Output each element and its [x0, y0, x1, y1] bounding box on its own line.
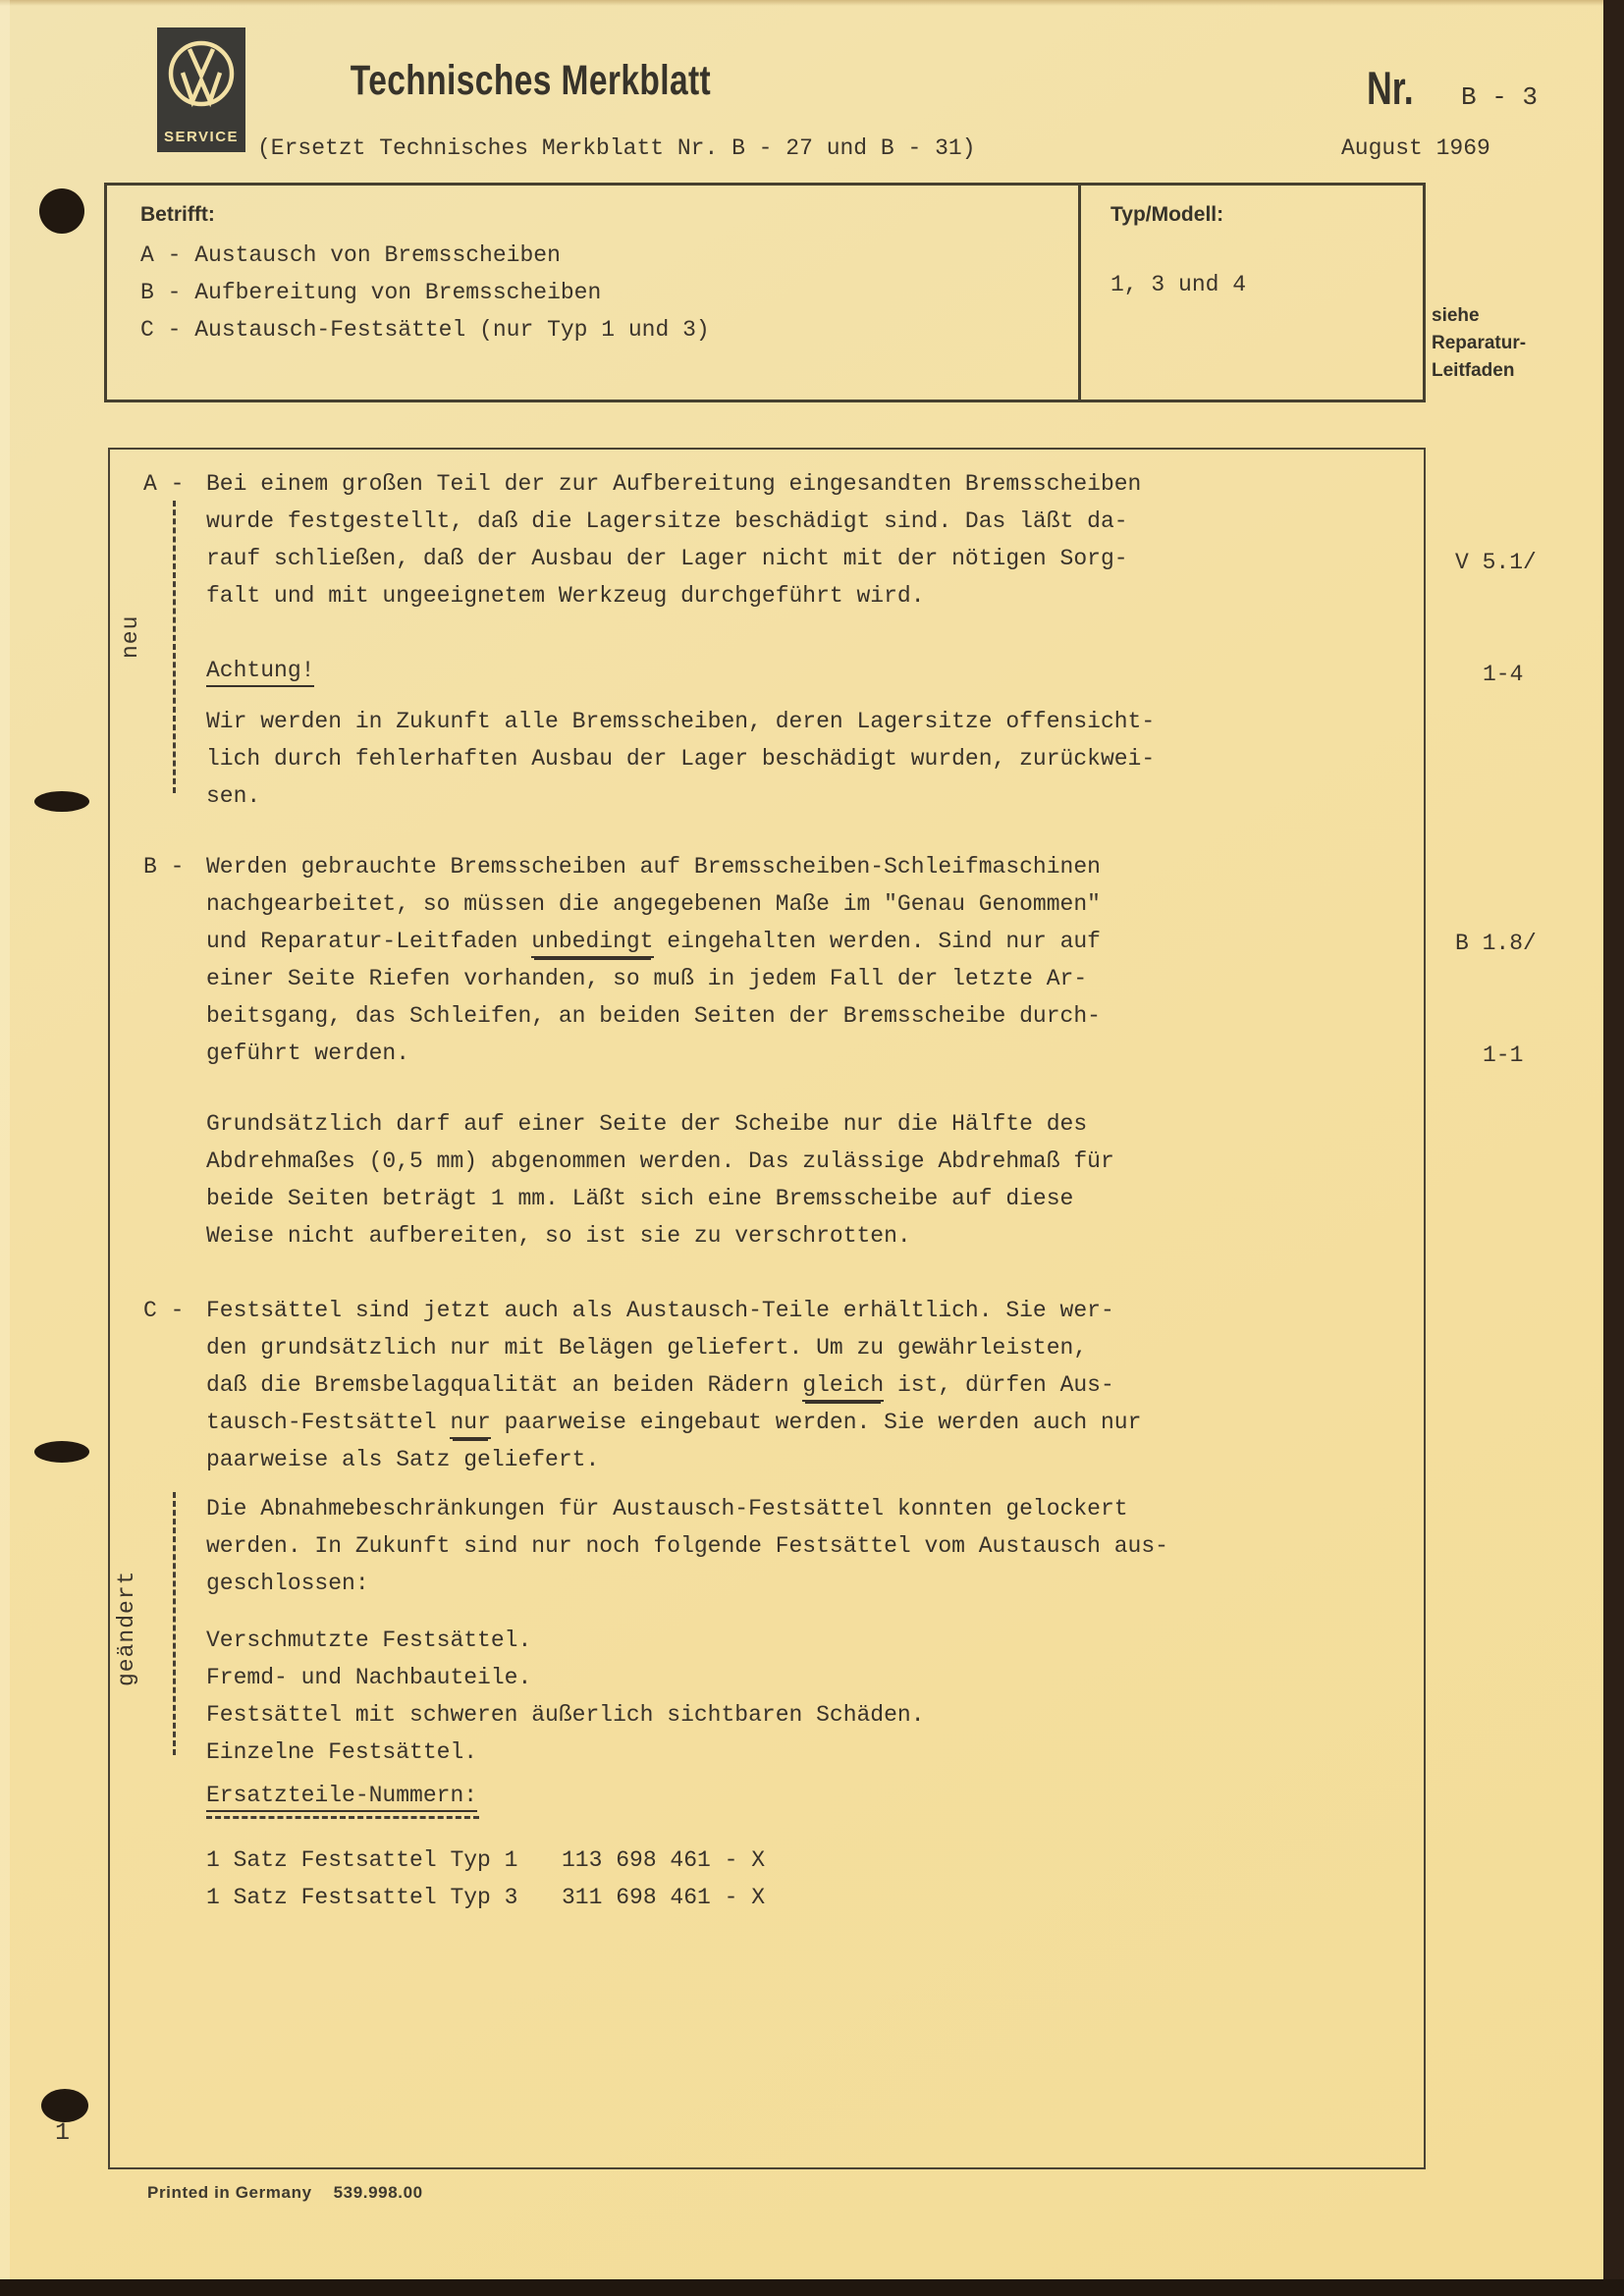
text-segment: geführt werden.: [206, 1041, 410, 1066]
text-block-c_para1: [143, 1292, 1141, 1478]
part-number: 311 698 461 - X: [562, 1885, 766, 1910]
document-date: August 1969: [1341, 135, 1490, 161]
text-segment: Einzelne Festsättel.: [206, 1739, 478, 1765]
text-line: [206, 1404, 1141, 1441]
reference-note: V 5.1/ 1-4: [1455, 550, 1537, 687]
text-segment: eingehalten werden. Sind nur auf: [653, 929, 1101, 954]
number-label: Nr.: [1367, 62, 1414, 114]
text-segment: Die Abnahmebeschränkungen für Austausch-Festsättel konnten gelockert: [206, 1496, 1128, 1522]
service-label: SERVICE: [163, 129, 240, 145]
text-block-a_para1: [143, 465, 1141, 614]
text-segment: paarweise eingebaut werden. Sie werden auch nur: [490, 1410, 1142, 1435]
heading-dashed-underline: [206, 1816, 479, 1819]
info-box-divider: [1078, 186, 1081, 400]
scan-edge-right: [1603, 0, 1624, 2296]
text-line: [206, 703, 1155, 740]
text-segment: Festsättel mit schweren äußerlich sichtbaren Schäden.: [206, 1702, 925, 1728]
text-segment: rauf schließen, daß der Ausbau der Lager nicht mit der nötigen Sorg-: [206, 546, 1128, 571]
text-line: [206, 1490, 1168, 1527]
typ-modell-label: Typ/Modell:: [1110, 203, 1224, 226]
text-line: [206, 740, 1155, 777]
text-segment: Abdrehmaßes (0,5 mm) abgenommen werden. Das zulässige Abdrehmaß für: [206, 1148, 1114, 1174]
change-marker-label-neu: neu: [118, 614, 143, 660]
text-segment: Verschmutzte Festsättel.: [206, 1628, 532, 1653]
emphasized-text: gleich: [802, 1372, 884, 1402]
text-line: [206, 1527, 1168, 1565]
text-line: [206, 1622, 925, 1659]
text-block-parts_head: [143, 1777, 477, 1814]
text-segment: Wir werden in Zukunft alle Bremsscheiben, deren Lagersitze offensicht-: [206, 709, 1156, 734]
text-segment: werden. In Zukunft sind nur noch folgende Festsättel vom Austausch aus-: [206, 1533, 1168, 1559]
text-line: [206, 1441, 1141, 1478]
document-title: Technisches Merkblatt: [350, 57, 711, 104]
text-line: [206, 1105, 1114, 1143]
text-block-b_para2: [143, 1105, 1114, 1255]
emphasized-text: Achtung!: [206, 658, 314, 687]
text-segment: geschlossen:: [206, 1571, 369, 1596]
text-line: [206, 1217, 1114, 1255]
punch-hole: [34, 1441, 89, 1463]
vw-service-logo: [157, 27, 245, 152]
text-segment: beide Seiten beträgt 1 mm. Läßt sich eine Bremsscheibe auf diese: [206, 1186, 1074, 1211]
section-label: A -: [143, 471, 185, 497]
emphasized-text: Ersatzteile-Nummern:: [206, 1783, 477, 1812]
betrifft-item: A - Austausch von Bremsscheiben: [140, 242, 561, 268]
text-line: [206, 1366, 1141, 1404]
subject-info-box: [104, 183, 1426, 402]
text-line: [206, 848, 1101, 885]
text-segment: beitsgang, das Schleifen, an beiden Seiten der Bremsscheibe durch-: [206, 1003, 1101, 1029]
print-note: [147, 2183, 423, 2203]
parts-row: [206, 1842, 765, 1879]
text-line: [206, 923, 1101, 960]
text-line: [206, 1180, 1114, 1217]
text-segment: Bei einem großen Teil der zur Aufbereitung eingesandten Bremsscheiben: [206, 471, 1142, 497]
text-segment: daß die Bremsbelagqualität an beiden Rädern: [206, 1372, 803, 1398]
text-segment: ist, dürfen Aus-: [884, 1372, 1114, 1398]
section-label: C -: [143, 1298, 185, 1323]
text-segment: Festsättel sind jetzt auch als Austausch-Teile erhältlich. Sie wer-: [206, 1298, 1114, 1323]
change-marker-label-geaendert: geändert: [114, 1570, 139, 1687]
text-block-b_para1: [143, 848, 1101, 1072]
text-line: [206, 1777, 477, 1814]
emphasized-text: nur: [450, 1410, 490, 1439]
text-segment: nachgearbeitet, so müssen die angegebenen Maße im "Genau Genommen": [206, 891, 1101, 917]
text-segment: Grundsätzlich darf auf einer Seite der Scheibe nur die Hälfte des: [206, 1111, 1088, 1137]
text-line: [206, 1659, 925, 1696]
scan-edge-left: [0, 0, 10, 2296]
punch-hole: [39, 188, 84, 234]
part-name: 1 Satz Festsattel Typ 1: [206, 1847, 518, 1873]
typ-modell-value: 1, 3 und 4: [1110, 272, 1247, 297]
text-block-a_head: [143, 652, 314, 689]
text-line: [206, 777, 1155, 815]
parts-table: [206, 1842, 765, 1916]
punch-hole: [41, 2089, 88, 2122]
part-name: 1 Satz Festsattel Typ 3: [206, 1885, 518, 1910]
part-number: 113 698 461 - X: [562, 1847, 766, 1873]
text-block-a_para2: [143, 703, 1155, 815]
punch-hole: [34, 791, 89, 812]
text-segment: falt und mit ungeeignetem Werkzeug durchgeführt wird.: [206, 583, 925, 609]
text-line: [206, 1035, 1101, 1072]
text-segment: tausch-Festsättel: [206, 1410, 451, 1435]
text-segment: sen.: [206, 783, 261, 809]
text-segment: Werden gebrauchte Bremsscheiben auf Bremsscheiben-Schleifmaschinen: [206, 854, 1101, 880]
text-segment: wurde festgestellt, daß die Lagersitze beschädigt sind. Das läßt da-: [206, 508, 1128, 534]
text-line: [206, 1565, 1168, 1602]
text-segment: und Reparatur-Leitfaden: [206, 929, 532, 954]
text-segment: paarweise als Satz geliefert.: [206, 1447, 600, 1472]
text-line: [206, 1143, 1114, 1180]
parts-row: [206, 1879, 765, 1916]
text-line: [206, 1292, 1141, 1329]
text-line: [206, 540, 1141, 577]
text-segment: einer Seite Riefen vorhanden, so muß in jedem Fall der letzte Ar-: [206, 966, 1088, 991]
text-line: [206, 465, 1141, 503]
betrifft-item: C - Austausch-Festsättel (nur Typ 1 und 3): [140, 317, 710, 343]
text-line: [206, 503, 1141, 540]
document-subtitle: (Ersetzt Technisches Merkblatt Nr. B - 27 und B - 31): [257, 135, 976, 161]
text-segment: den grundsätzlich nur mit Belägen geliefert. Um zu gewährleisten,: [206, 1335, 1088, 1361]
text-line: [206, 997, 1101, 1035]
text-line: [206, 1734, 925, 1771]
emphasized-text: unbedingt: [531, 929, 653, 958]
text-line: [206, 1329, 1141, 1366]
section-label: B -: [143, 854, 185, 880]
scan-edge-top: [0, 0, 1624, 6]
text-line: [206, 885, 1101, 923]
scan-edge-bottom: [0, 2279, 1624, 2296]
vw-roundel-icon: [157, 27, 245, 152]
betrifft-item: B - Aufbereitung von Bremsscheiben: [140, 280, 602, 305]
text-line: [206, 652, 314, 689]
number-value: B - 3: [1461, 82, 1539, 112]
printed-in-germany: Printed in Germany: [147, 2183, 312, 2202]
repair-manual-note: siehe Reparatur- Leitfaden: [1432, 305, 1527, 381]
text-segment: Weise nicht aufbereiten, so ist sie zu verschrotten.: [206, 1223, 911, 1249]
text-segment: Fremd- und Nachbauteile.: [206, 1665, 532, 1690]
page-number: 1: [55, 2118, 71, 2147]
text-line: [206, 1696, 925, 1734]
text-block-c_para2: [143, 1490, 1168, 1602]
betrifft-label: Betrifft:: [140, 203, 215, 226]
print-code: 539.998.00: [333, 2183, 423, 2202]
text-line: [206, 577, 1141, 614]
text-block-c_list: [143, 1622, 925, 1771]
reference-note: B 1.8/ 1-1: [1455, 931, 1537, 1068]
text-segment: lich durch fehlerhaften Ausbau der Lager beschädigt wurden, zurückwei-: [206, 746, 1156, 772]
text-line: [206, 960, 1101, 997]
